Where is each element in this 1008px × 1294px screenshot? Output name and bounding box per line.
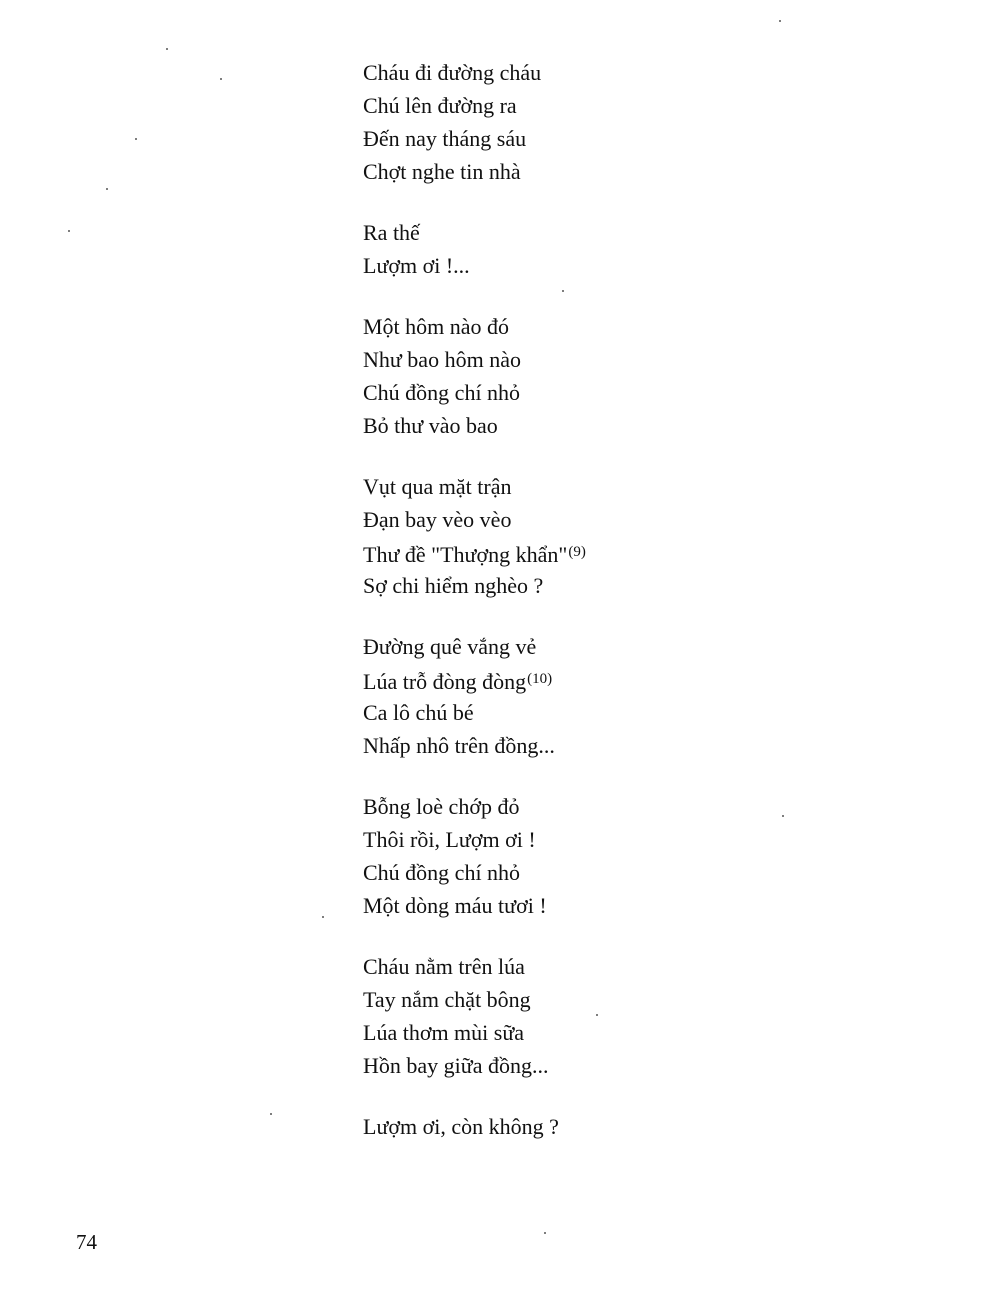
scan-speck [166,48,168,50]
poem-stanza [363,56,783,188]
poem-stanza [363,950,783,1082]
poem-line-text: Chú đồng chí nhỏ [363,380,521,405]
poem-stanza [363,310,783,442]
poem-line [363,856,783,889]
poem-line [363,343,783,376]
poem [363,56,783,1171]
poem-line-text: Tay nắm chặt bông [363,987,531,1012]
poem-line [363,630,783,663]
poem-line [363,56,783,89]
scan-speck [596,1014,598,1016]
poem-line-text: Thôi rồi, Lượm ơi ! [363,827,536,852]
poem-line [363,1049,783,1082]
poem-line-text: Cháu nằm trên lúa [363,954,525,979]
poem-line [363,790,783,823]
scan-speck [779,20,781,22]
scan-speck [322,916,324,918]
poem-line [363,1016,783,1049]
poem-stanza [363,630,783,762]
scan-speck [220,78,222,80]
poem-line-text: Ca lô chú bé [363,700,474,725]
poem-line-text: Vụt qua mặt trận [363,474,512,499]
poem-line-text: Lúa trỗ đòng đòng [363,669,527,694]
poem-line [363,889,783,922]
poem-line-text: Chú đồng chí nhỏ [363,860,521,885]
poem-line [363,1110,783,1143]
poem-line-text: Đến nay tháng sáu [363,126,527,151]
poem-line [363,376,783,409]
poem-line [363,310,783,343]
poem-line [363,216,783,249]
poem-line-text: Nhấp nhô trên đồng... [363,733,555,758]
scan-speck [68,230,70,232]
poem-stanza [363,790,783,922]
poem-line [363,89,783,122]
poem-line-text: Sợ chi hiểm nghèo ? [363,573,544,598]
page-number: 74 [76,1230,97,1254]
poem-line [363,569,783,602]
poem-line [363,503,783,536]
poem-line-text: Một dòng máu tươi ! [363,893,547,918]
poem-line-text: Đường quê vắng vẻ [363,634,537,659]
poem-line-text: Lượm ơi, còn không ? [363,1114,559,1139]
poem-line [363,729,783,762]
footnote-marker: (10) [527,671,553,687]
poem-line-text: Đạn bay vèo vèo [363,507,512,532]
poem-line-text: Bỗng loè chớp đỏ [363,794,520,819]
scan-speck [135,138,137,140]
poem-line [363,536,783,569]
scan-speck [106,188,108,190]
poem-line-text: Cháu đi đường cháu [363,60,542,85]
poem-line [363,823,783,856]
poem-line-text: Chú lên đường ra [363,93,517,118]
poem-stanza [363,470,783,602]
poem-line-text: Một hôm nào đó [363,314,510,339]
poem-line-text: Như bao hôm nào [363,347,521,372]
poem-stanza [363,216,783,282]
poem-line [363,950,783,983]
scan-speck [782,815,784,817]
poem-line [363,409,783,442]
footnote-marker: (9) [568,544,586,560]
poem-line-text: Thư đề "Thượng khẩn" [363,542,568,567]
poem-stanza [363,1110,783,1143]
poem-line-text: Ra thế [363,220,420,245]
poem-line [363,470,783,503]
poem-line [363,663,783,696]
poem-line-text: Bỏ thư vào bao [363,413,498,438]
poem-line-text: Lúa thơm mùi sữa [363,1020,525,1045]
scan-speck [270,1113,272,1115]
poem-line-text: Lượm ơi !... [363,253,470,278]
poem-line [363,155,783,188]
scan-speck [544,1232,546,1234]
poem-line [363,696,783,729]
poem-line [363,249,783,282]
scan-speck [562,290,564,292]
poem-line-text: Hồn bay giữa đồng... [363,1053,549,1078]
poem-line [363,122,783,155]
poem-line-text: Chợt nghe tin nhà [363,159,521,184]
poem-line [363,983,783,1016]
